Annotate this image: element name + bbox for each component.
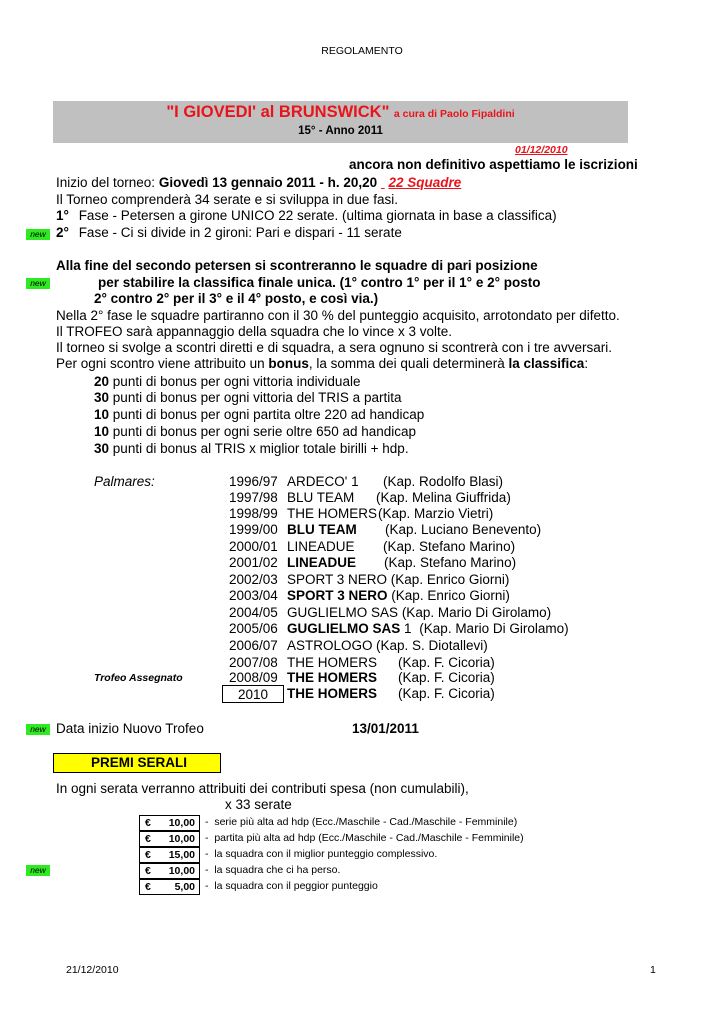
prize-amount: 5,00 [174,881,195,893]
rules-line-6: Il torneo si svolge a scontri diretti e di squadra, a sera ognuno si scontrerà con i tre avversari. [56,340,613,355]
notice-text: ancora non definitivo aspettiamo le iscrizioni [349,157,638,172]
prize-text: la squadra con il miglior punteggio complessivo. [214,848,438,860]
palmares-captain: (Kap. F. Cicoria) [398,670,495,685]
bonus-item [94,374,360,389]
premi-serali-box [53,753,221,773]
palmares-team: THE HOMERS [287,686,378,701]
edition-subtitle: 15° - Anno 2011 [298,125,383,137]
palmares-year: 1997/98 [229,490,278,505]
premi-count: x 33 serate [225,797,292,812]
rules-line-7-c: , la somma dei quali determinerà [308,356,505,371]
prize-amount: 15,00 [168,849,195,861]
page-number: 1 [650,964,656,976]
palmares-year: 2005/06 [229,621,278,636]
palmares-year: 2003/04 [229,588,278,603]
prize-dash: - [205,864,209,876]
teams-gap [381,175,385,190]
phase-2-number: 2° [56,225,69,240]
prize-description [205,848,437,860]
footer-date: 21/12/2010 [66,964,119,976]
bonus-points: 10 [94,424,110,439]
prize-amount-box [139,815,200,831]
teams-count: 22 Squadre [388,175,462,190]
euro-symbol: € [145,849,151,861]
euro-symbol: € [145,881,151,893]
bonus-item [94,407,424,422]
palmares-captain: (Kap. Melina Giuffrida) [376,490,511,505]
prize-dash: - [205,848,209,860]
rules-line-5: Il TROFEO sarà appannaggio della squadra che lo vince x 3 volte. [56,324,452,339]
palmares-team: THE HOMERS [287,670,378,685]
palmares-year: 2004/05 [229,605,278,620]
palmares-team: SPORT 3 NERO [287,572,388,587]
prize-amount-box [139,863,200,879]
phase-1 [56,208,557,223]
prize-amount-box [139,879,200,895]
bonus-text: punti di bonus per ogni serie oltre 650 ad handicap [112,424,417,439]
prize-text: la squadra con il peggior punteggio [214,880,378,892]
rules-line-7 [56,356,588,371]
palmares-captain: (Kap. Mario Di Girolamo) [401,605,552,620]
palmares-team: GUGLIELMO SAS [287,621,401,636]
bonus-text: punti di bonus per ogni partita oltre 220 ad handicap [112,407,425,422]
curator-credit: a cura di Paolo Fipaldini [393,108,515,120]
reference-date: 01/12/2010 [515,144,568,156]
prize-dash: - [205,816,209,828]
phase-1-text: Fase - Petersen a girone UNICO 22 serate. (ultima giornata in base a classifica) [78,208,557,223]
prize-description [205,864,340,876]
prize-description [205,832,524,844]
palmares-year: 1998/99 [229,506,278,521]
palmares-captain: (Kap. S. Diotallevi) [376,638,488,653]
new-trophy-date: 13/01/2011 [352,721,419,736]
prize-amount-box [139,847,200,863]
palmares-year: 2007/08 [229,655,278,670]
rules-line-7-bonus: bonus [268,356,309,371]
bonus-item [94,441,409,456]
new-badge: new [26,229,50,240]
prize-text: partita più alta ad hdp (Ecc./Maschile - Cad./Maschile - Femminile) [214,832,524,844]
new-trophy-label: Data inizio Nuovo Trofeo [56,721,204,736]
bonus-points: 20 [94,374,110,389]
intro-line-2: Il Torneo comprenderà 34 serate e si sviluppa in due fasi. [56,192,398,207]
rules-line-4: Nella 2° fase le squadre partiranno con il 30 % del punteggio acquisito, arrotondato per difetto. [56,308,620,323]
start-label: Inizio del torneo: [56,175,156,190]
palmares-team: THE HOMERS [287,506,378,521]
palmares-team-captain [287,621,569,636]
palmares-team: BLU TEAM [287,490,355,505]
palmares-team: GUGLIELMO SAS [287,605,399,620]
phase-2 [56,225,402,240]
palmares-team: LINEADUE [287,539,355,554]
rules-line-7-classifica: la classifica [508,356,585,371]
palmares-captain: (Kap. Mario Di Girolamo) [419,621,569,636]
euro-symbol: € [145,817,151,829]
palmares-team: THE HOMERS [287,655,378,670]
prize-dash: - [205,880,209,892]
prize-amount-box [139,831,200,847]
palmares-year: 2002/03 [229,572,278,587]
prize-text: serie più alta ad hdp (Ecc./Maschile - Cad./Maschile - Femminile) [214,816,518,828]
palmares-team: ASTROLOGO [287,638,373,653]
bonus-item [94,390,401,405]
bonus-points: 30 [94,390,110,405]
palmares-captain: (Kap. Enrico Giorni) [391,588,510,603]
palmares-captain: (Kap. Luciano Benevento) [385,522,542,537]
premi-serali-title: PREMI SERALI [91,755,188,770]
palmares-captain: (Kap. Rodolfo Blasi) [383,474,504,489]
palmares-team: ARDECO' 1 [287,474,359,489]
bonus-text: punti di bonus al TRIS x miglior totale birilli + hdp. [112,441,409,456]
prize-text: la squadra che ci ha perso. [214,864,341,876]
tournament-start [56,175,461,190]
palmares-captain: (Kap. F. Cicoria) [398,655,495,670]
page-header-title: REGOLAMENTO [321,45,403,57]
trofeo-assegnato-label: Trofeo Assegnato [94,672,183,684]
palmares-team-captain [287,588,510,603]
palmares-year-2010: 2010 [222,685,284,703]
palmares-captain: (Kap. Marzio Vietri) [378,506,494,521]
phase-1-number: 1° [56,208,69,223]
prize-dash: - [205,832,209,844]
palmares-label: Palmares: [94,474,155,489]
new-badge: new [26,278,50,289]
rules-line-7-e: : [584,356,589,371]
prize-amount: 10,00 [168,865,195,877]
prize-amount: 10,00 [168,817,195,829]
palmares-captain: (Kap. Enrico Giorni) [390,572,510,587]
palmares-year: 2008/09 [229,670,278,685]
tournament-title: "I GIOVEDI' al BRUNSWICK" [166,103,390,121]
palmares-year: 2000/01 [229,539,278,554]
prize-amount: 10,00 [168,833,195,845]
palmares-team: BLU TEAM [287,522,357,537]
rules-bold-line-1: Alla fine del secondo petersen si scontreranno le squadre di pari posizione [56,258,538,273]
bonus-text: punti di bonus per ogni vittoria del TRIS a partita [112,390,402,405]
palmares-captain: (Kap. F. Cicoria) [398,686,495,701]
palmares-captain: (Kap. Stefano Marino) [384,555,517,570]
phase-2-text: Fase - Ci si divide in 2 gironi: Pari e dispari - 11 serate [78,225,402,240]
bonus-points: 30 [94,441,110,456]
palmares-team: LINEADUE [287,555,357,570]
bonus-points: 10 [94,407,110,422]
palmares-year: 1996/97 [229,474,278,489]
bonus-item [94,424,416,439]
start-value: Giovedì 13 gennaio 2011 - h. 20,20 [158,175,378,190]
bonus-text: punti di bonus per ogni vittoria individuale [112,374,361,389]
prize-description [205,880,378,892]
new-badge: new [26,724,50,735]
palmares-team-suffix: 1 [400,621,412,636]
premi-intro: In ogni serata verranno attribuiti dei contributi spesa (non cumulabili), [56,781,469,796]
palmares-year: 1999/00 [229,522,278,537]
palmares-year: 2006/07 [229,638,278,653]
euro-symbol: € [145,833,151,845]
palmares-year: 2001/02 [229,555,278,570]
prize-description [205,816,517,828]
palmares-team-captain [287,572,509,587]
palmares-team: SPORT 3 NERO [287,588,388,603]
palmares-captain: (Kap. Stefano Marino) [383,539,516,554]
rules-bold-line-2: per stabilire la classifica finale unica. (1° contro 1° per il 1° e 2° posto [98,275,541,290]
title-line [53,103,628,122]
palmares-team-captain [287,605,551,620]
rules-bold-line-3: 2° contro 2° per il 3° e il 4° posto, e così via.) [94,291,379,306]
euro-symbol: € [145,865,151,877]
new-badge: new [26,865,50,876]
rules-line-7-a: Per ogni scontro viene attribuito un [56,356,265,371]
